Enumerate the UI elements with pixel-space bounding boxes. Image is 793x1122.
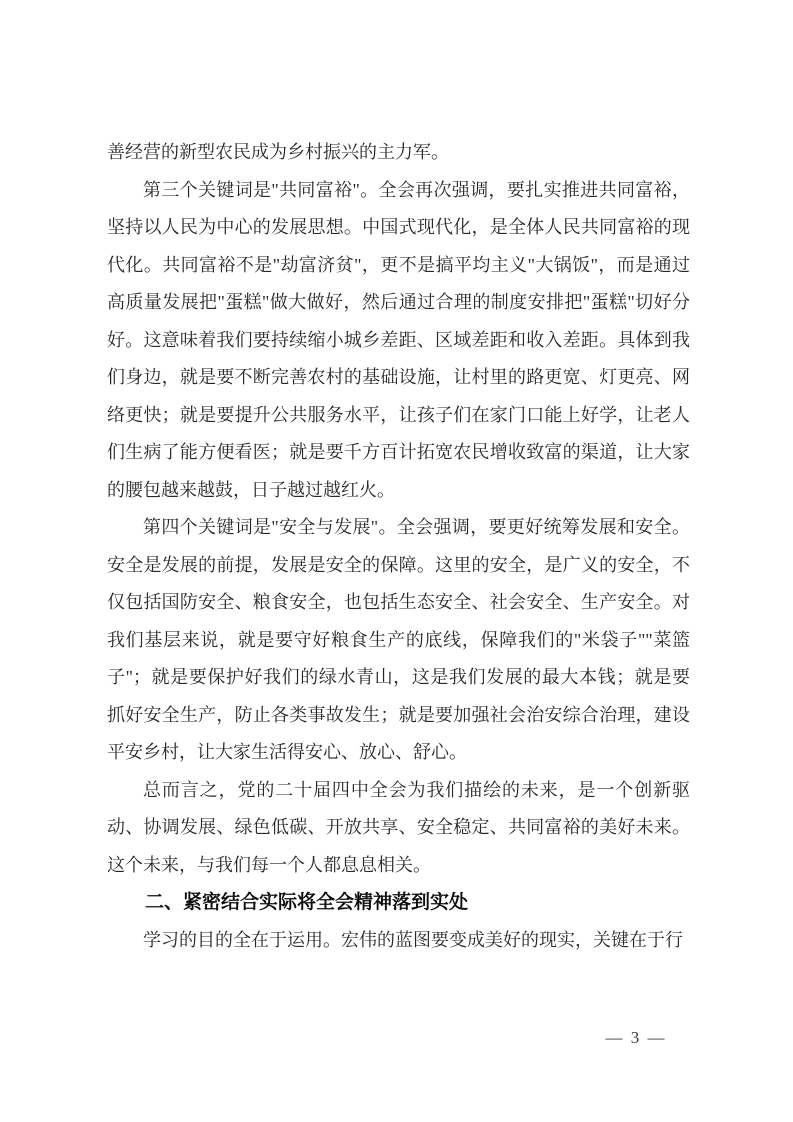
page-number: — 3 — [605,1028,667,1047]
section-heading-part-two: 二、紧密结合实际将全会精神落到实处 [145,892,469,913]
document-text-area [107,134,690,959]
paragraph-continuation: 善经营的新型农民成为乡村振兴的主力军。 [107,142,449,162]
paragraph-keyword-4-security-development: 第四个关键词是"安全与发展"。全会强调，要更好统筹发展和安全。安全是发展的前提，发展是安全的保障。这里的安全，是广义的安全，不仅包括国防安全、粮食安全，也包括生态安全、社会安全、生产安全。对我们基层来说，就是要守好粮食生产的底线，保障我们的"米袋子""菜篮子"；就是要保护好我们的绿水青山，这是我们发展的最大本钱；就是要抓好安全生产，防止各类事故发生；就是要加强社会治安综合治理，建设平安乡村，让大家生活得安心、放心、舒心。 [107,517,690,762]
paragraph-learning-purpose: 学习的目的全在于运用。宏伟的蓝图要变成美好的现实，关键在于行 [143,929,683,950]
paragraph-keyword-3-common-prosperity: 第三个关键词是"共同富裕"。全会再次强调，要扎实推进共同富裕，坚持以人民为中心的发展思想。中国式现代化，是全体人民共同富裕的现代化。共同富裕不是"劫富济贫"，更不是搞平均主义"大锅饭"，而是通过高质量发展把"蛋糕"做大做好，然后通过合理的制度安排把"蛋糕"切好分好。这意味着我们要持续缩小城乡差距、区域差距和收入差距。具体到我们身边，就是要不断完善农村的基础设施，让村里的路更宽、灯更亮、网络更快；就是要提升公共服务水平，让孩子们在家门口能上好学，让老人们生病了能方便看医；就是要千方百计拓宽农民增收致富的渠道，让大家的腰包越来越鼓，日子越过越红火。 [107,179,690,500]
paragraph-summary: 总而言之，党的二十届四中全会为我们描绘的未来，是一个创新驱动、协调发展、绿色低碳、开放共享、安全稳定、共同富裕的美好未来。这个未来，与我们每一个人都息息相关。 [107,779,690,875]
